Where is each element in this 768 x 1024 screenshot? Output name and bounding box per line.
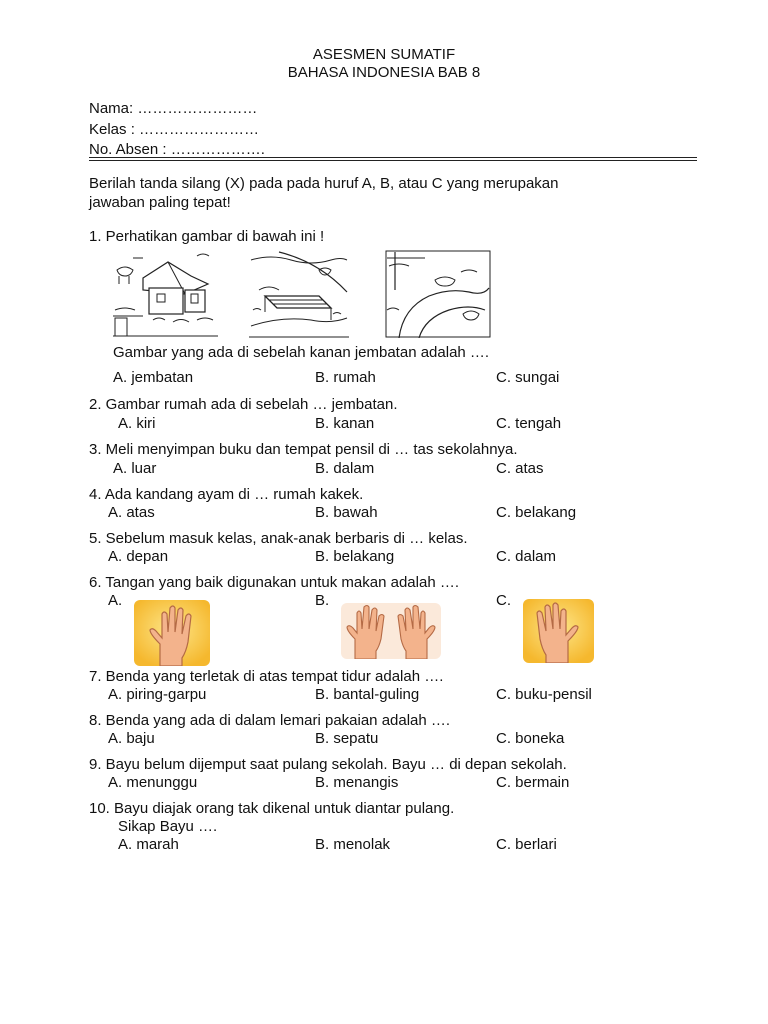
question-1-stem-2: Gambar yang ada di sebelah kanan jembatan adalah ….: [113, 344, 490, 361]
q2-option-c[interactable]: C. tengah: [496, 415, 562, 432]
question-6-stem: 6. Tangan yang baik digunakan untuk makan adalah ….: [89, 574, 459, 591]
q10-option-a[interactable]: A. marah: [118, 836, 179, 853]
right-hand-icon[interactable]: [134, 600, 210, 666]
q5-option-b[interactable]: B. belakang: [315, 548, 395, 565]
question-7-stem: 7. Benda yang terletak di atas tempat tidur adalah ….: [89, 668, 444, 685]
question-5-stem: 5. Sebelum masuk kelas, anak-anak berbaris di … kelas.: [89, 530, 468, 547]
house-with-cows-picture: [113, 250, 218, 338]
q4-option-c[interactable]: C. belakang: [496, 504, 577, 521]
question-8-stem: 8. Benda yang ada di dalam lemari pakaian adalah ….: [89, 712, 451, 729]
question-10-stem: 10. Bayu diajak orang tak dikenal untuk diantar pulang.: [89, 800, 455, 817]
q7-option-a[interactable]: A. piring-garpu: [108, 686, 207, 703]
class-field[interactable]: Kelas : ……………………: [89, 121, 260, 138]
q8-option-a[interactable]: A. baju: [108, 730, 155, 747]
q5-option-c[interactable]: C. dalam: [496, 548, 557, 565]
q1-option-a[interactable]: A. jembatan: [113, 369, 194, 386]
q1-option-b[interactable]: B. rumah: [315, 369, 376, 386]
q10-option-b[interactable]: B. menolak: [315, 836, 391, 853]
q9-option-b[interactable]: B. menangis: [315, 774, 399, 791]
left-hand-icon[interactable]: [523, 599, 594, 663]
instruction-line-1: Berilah tanda silang (X) pada pada huruf A, B, atau C yang merupakan: [89, 175, 559, 192]
q2-option-a[interactable]: A. kiri: [118, 415, 156, 432]
q3-option-b[interactable]: B. dalam: [315, 460, 375, 477]
bridge-picture: [249, 250, 349, 338]
q6-option-a[interactable]: A.: [108, 592, 123, 609]
q8-option-c[interactable]: C. boneka: [496, 730, 565, 747]
q3-option-c[interactable]: C. atas: [496, 460, 544, 477]
question-4-stem: 4. Ada kandang ayam di … rumah kakek.: [89, 486, 364, 503]
q1-option-c[interactable]: C. sungai: [496, 369, 560, 386]
q6-option-c[interactable]: C.: [496, 592, 511, 609]
page-subtitle: BAHASA INDONESIA BAB 8: [287, 64, 481, 81]
q7-option-b[interactable]: B. bantal-guling: [315, 686, 420, 703]
q6-option-b[interactable]: B.: [315, 592, 330, 609]
q2-option-b[interactable]: B. kanan: [315, 415, 375, 432]
question-9-stem: 9. Bayu belum dijemput saat pulang sekolah. Bayu … di depan sekolah.: [89, 756, 567, 773]
page-title: ASESMEN SUMATIF: [312, 46, 456, 63]
river-picture: [385, 250, 491, 338]
q9-option-a[interactable]: A. menunggu: [108, 774, 198, 791]
question-10-stem-2: Sikap Bayu ….: [118, 818, 218, 835]
divider-bottom: [89, 160, 697, 161]
q4-option-a[interactable]: A. atas: [108, 504, 155, 521]
q10-option-c[interactable]: C. berlari: [496, 836, 557, 853]
q4-option-b[interactable]: B. bawah: [315, 504, 378, 521]
q5-option-a[interactable]: A. depan: [108, 548, 169, 565]
question-1-stem: 1. Perhatikan gambar di bawah ini !: [89, 228, 325, 245]
divider-top: [89, 157, 697, 158]
instruction-line-2: jawaban paling tepat!: [89, 194, 231, 211]
q9-option-c[interactable]: C. bermain: [496, 774, 570, 791]
q3-option-a[interactable]: A. luar: [113, 460, 157, 477]
question-2-stem: 2. Gambar rumah ada di sebelah … jembatan.: [89, 396, 398, 413]
question-3-stem: 3. Meli menyimpan buku dan tempat pensil di … tas sekolahnya.: [89, 441, 518, 458]
q8-option-b[interactable]: B. sepatu: [315, 730, 379, 747]
name-field[interactable]: Nama: ……………………: [89, 100, 258, 117]
both-hands-icon[interactable]: [341, 603, 441, 659]
absen-field[interactable]: No. Absen : ……………….: [89, 141, 265, 158]
q7-option-c[interactable]: C. buku-pensil: [496, 686, 592, 703]
